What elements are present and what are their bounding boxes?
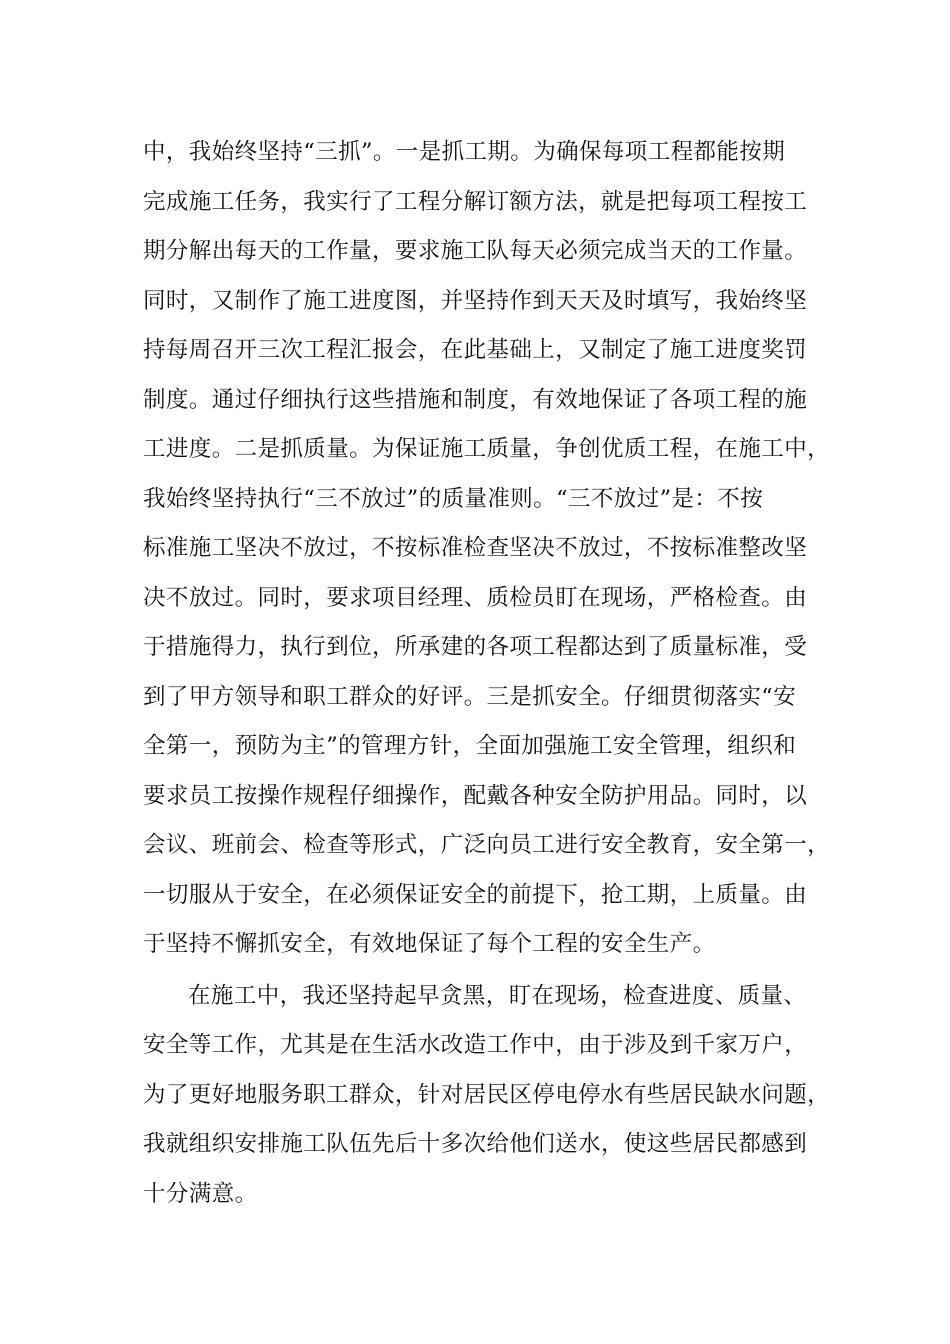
paragraph-1 [143,128,831,970]
text-line: 期分解出每天的工作量，要求施工队每天必须完成当天的工作量。 [143,238,808,264]
text-line: 工进度。二是抓质量。为保证施工质量，争创优质工程，在施工中， [143,436,831,462]
text-line: 安全等工作，尤其是在生活水改造工作中，由于涉及到千家万户， [143,1032,808,1058]
text-line: 为了更好地服务职工群众，针对居民区停电停水有些居民缺水问题， [143,1081,831,1108]
text-line: 我就组织安排施工队伍先后十多次给他们送水，使这些居民都感到 [143,1131,808,1157]
text-line: 在施工中，我还坚持起早贪黑，盯在现场，检查进度、质量、 [188,982,807,1009]
text-line: 持每周召开三次工程汇报会，在此基础上，又制定了施工进度奖罚 [143,337,808,363]
text-line: 制度。通过仔细执行这些措施和制度，有效地保证了各项工程的施 [143,386,808,413]
text-line: 一切服从于安全，在必须保证安全的前提下，抢工期，上质量。由 [143,881,808,908]
text-line: 于措施得力，执行到位，所承建的各项工程都达到了质量标准，受 [143,634,808,660]
text-line: 完成施工任务，我实行了工程分解订额方法，就是把每项工程按工 [143,188,808,215]
text-line: 全第一，预防为主”的管理方针，全面加强施工安全管理，组织和 [143,733,797,759]
text-line: 同时，又制作了施工进度图，并坚持作到天天及时填写，我始终坚 [143,287,808,314]
paragraph-2 [143,972,831,1220]
text-line: 于坚持不懈抓安全，有效地保证了每个工程的安全生产。 [143,931,716,957]
document-body [143,128,831,1219]
text-line: 决不放过。同时，要求项目经理、质检员盯在现场，严格检查。由 [143,584,808,611]
text-line: 中，我始终坚持“三抓”。一是抓工期。为确保每项工程都能按期 [143,139,786,165]
text-line: 标准施工坚决不放过，不按标准检查坚决不放过，不按标准整改坚 [143,535,808,561]
text-line: 到了甲方领导和职工群众的好评。三是抓安全。仔细贯彻落实“安 [143,683,797,710]
text-line: 会议、班前会、检查等形式，广泛向员工进行安全教育，安全第一， [143,832,831,858]
text-line: 十分满意。 [143,1180,258,1207]
text-line: 要求员工按操作规程仔细操作，配戴各种安全防护用品。同时，以 [143,782,808,809]
text-line: 我始终坚持执行“三不放过”的质量准则。“三不放过”是：不按 [143,485,764,512]
